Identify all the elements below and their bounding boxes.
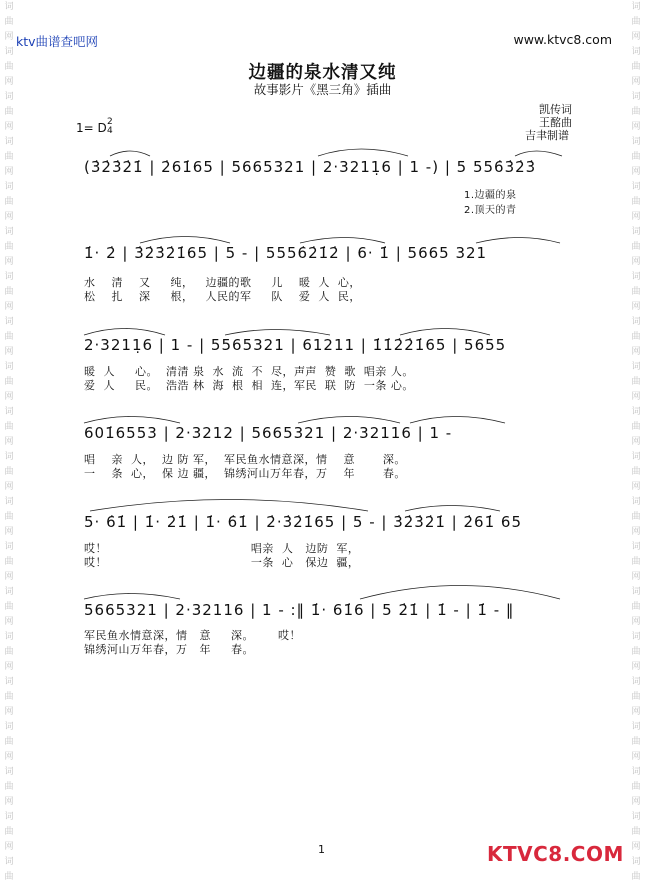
lyrics-line-3-verse-2: 爱 人 民。 浩浩 林 海 根 相 连，军民 联 防 一条 心。 <box>84 379 414 392</box>
lyrics-line-6-verse-2: 锦绣河山万年春，万 年 春。 <box>84 643 254 656</box>
song-title: 边疆的泉水清又纯 <box>248 63 397 83</box>
side-watermark-char: 词 <box>4 497 14 507</box>
key-signature: 1= D <box>76 121 107 135</box>
verse-label-1: 1.边疆的泉 <box>464 190 517 201</box>
side-watermark-char: 网 <box>4 482 14 492</box>
side-watermark-char: 网 <box>4 707 14 717</box>
side-watermark-char: 词 <box>4 407 14 417</box>
side-watermark-char: 曲 <box>4 17 14 27</box>
notation-line-5: 5· 6̇1̇ | 1̇· 2̇1̇ | 1̇· 6̇1̇ | 2̇·3̇2̇1̇65 | 5 - | 3̇2̇3̇2̇1̇ | 2̇61̇ 65 <box>84 513 522 531</box>
side-watermark-char: 网 <box>4 662 14 672</box>
side-watermark-char: 词 <box>4 632 14 642</box>
side-watermark-char: 网 <box>631 482 641 492</box>
side-watermark-char: 网 <box>4 842 14 852</box>
side-watermark-char: 曲 <box>631 692 641 702</box>
side-watermark-char: 网 <box>631 437 641 447</box>
side-watermark-char: 网 <box>631 662 641 672</box>
side-watermark-char: 曲 <box>4 242 14 252</box>
side-watermark-char: 曲 <box>4 872 14 882</box>
side-watermark-char: 词 <box>4 2 14 12</box>
lyrics-line-3-verse-1: 暖 人 心。 清清 泉 水 流 不 尽，声声 赞 歌 唱亲 人。 <box>84 365 414 378</box>
side-watermark-char: 词 <box>631 227 641 237</box>
side-watermark-char: 词 <box>4 137 14 147</box>
site-url-right[interactable]: www.ktvc8.com <box>513 32 612 47</box>
side-watermark-char: 曲 <box>631 242 641 252</box>
notation-line-2: 1̇· 2̇ | 3̇2̇3̇2̇1̇65 | 5 - | 5556̇2̇1̇2̇ | 6· 1̇ | 5665 321 <box>84 244 488 262</box>
song-subtitle: 故事影片《黑三角》插曲 <box>253 82 392 97</box>
side-watermark-char: 词 <box>631 812 641 822</box>
side-watermark-char: 网 <box>631 347 641 357</box>
lyrics-line-5-verse-2: 哎！ 一条 心 保边 疆， <box>84 556 360 569</box>
site-name-left[interactable]: ktv曲谱查吧网 <box>16 34 99 49</box>
side-watermark-char: 网 <box>4 797 14 807</box>
side-watermark-char: 词 <box>4 272 14 282</box>
side-watermark-char: 曲 <box>631 332 641 342</box>
notation-line-1: (3̇2̇3̇2̇1̇ | 2̇61̇65 | 5665321 | 2·3211̣6 | 1 -) | 5 556̇3̇2̇3̇ <box>84 158 537 176</box>
side-watermark-char: 曲 <box>4 557 14 567</box>
side-watermark-char: 词 <box>4 362 14 372</box>
side-watermark-char: 网 <box>631 257 641 267</box>
side-watermark-char: 曲 <box>4 377 14 387</box>
side-watermark-char: 曲 <box>631 62 641 72</box>
lyrics-line-5-verse-1: 哎！ 唱亲 人 边防 军， <box>84 542 360 555</box>
side-watermark-char: 曲 <box>4 332 14 342</box>
notation-line-6: 5665321 | 2·32116 | 1 - :‖ 1̇· 61̇6 | 5 2̇1̇ | 1̇ - | 1̇ - ‖ <box>84 601 515 619</box>
side-watermark-char: 网 <box>4 302 14 312</box>
side-watermark-char: 网 <box>4 347 14 357</box>
side-watermark-char: 词 <box>631 587 641 597</box>
side-watermark-char: 网 <box>4 752 14 762</box>
side-watermark-char: 词 <box>4 857 14 867</box>
time-signature-top: 2 <box>107 117 113 127</box>
side-watermark-char: 网 <box>4 122 14 132</box>
side-watermark-char: 网 <box>4 617 14 627</box>
side-watermark-char: 曲 <box>631 197 641 207</box>
side-watermark-char: 曲 <box>631 557 641 567</box>
side-watermark-char: 网 <box>4 32 14 42</box>
side-watermark-char: 网 <box>631 527 641 537</box>
page-number: 1 <box>318 843 325 856</box>
lyrics-line-4-verse-1: 唱 亲 人， 边 防 军， 军民鱼水情意深，情 意 深。 <box>84 453 406 466</box>
side-watermark-char: 词 <box>631 47 641 57</box>
side-watermark-char: 词 <box>4 47 14 57</box>
side-watermark-char: 曲 <box>631 467 641 477</box>
side-watermark-char: 网 <box>4 572 14 582</box>
side-watermark-char: 曲 <box>631 287 641 297</box>
composer-credit: 王酩曲 <box>539 116 572 129</box>
side-watermark-char: 词 <box>631 857 641 867</box>
side-watermark-char: 曲 <box>631 422 641 432</box>
side-watermark-char: 网 <box>631 752 641 762</box>
lyrics-line-2-verse-1: 水 清 又 纯， 边疆的歌 儿 暖 人 心， <box>84 276 361 289</box>
side-watermark-char: 曲 <box>4 647 14 657</box>
side-watermark-char: 网 <box>4 167 14 177</box>
side-watermark-char: 网 <box>631 572 641 582</box>
side-watermark-char: 曲 <box>631 17 641 27</box>
side-watermark-char: 曲 <box>631 107 641 117</box>
side-watermark-char: 词 <box>631 317 641 327</box>
side-watermark-char: 网 <box>631 212 641 222</box>
side-watermark-char: 曲 <box>631 512 641 522</box>
lyrics-line-4-verse-2: 一 条 心， 保 边 疆， 锦绣河山万年春，万 年 春。 <box>84 467 406 480</box>
side-watermark-char: 词 <box>4 812 14 822</box>
verse-label-2: 2.顶天的青 <box>464 205 517 216</box>
side-watermark-char: 词 <box>631 767 641 777</box>
side-watermark-char: 曲 <box>4 692 14 702</box>
side-watermark-char: 网 <box>4 392 14 402</box>
side-watermark-char: 词 <box>631 407 641 417</box>
side-watermark-char: 网 <box>631 707 641 717</box>
side-watermark-char: 网 <box>631 797 641 807</box>
side-watermark-char: 网 <box>631 842 641 852</box>
side-watermark-char: 曲 <box>4 422 14 432</box>
side-watermark-char: 曲 <box>631 737 641 747</box>
side-watermark-char: 词 <box>631 2 641 12</box>
side-watermark-char: 词 <box>631 272 641 282</box>
side-watermark-char: 曲 <box>631 872 641 882</box>
side-watermark-char: 曲 <box>4 782 14 792</box>
side-watermark-char: 网 <box>4 527 14 537</box>
side-watermark-char: 网 <box>631 77 641 87</box>
side-watermark-char: 曲 <box>4 197 14 207</box>
side-watermark-char: 曲 <box>4 737 14 747</box>
side-watermark-char: 词 <box>4 542 14 552</box>
side-watermark-char: 网 <box>631 32 641 42</box>
side-watermark-char: 网 <box>631 122 641 132</box>
side-watermark-char: 词 <box>4 317 14 327</box>
side-watermark-char: 词 <box>4 92 14 102</box>
side-watermark-char: 词 <box>631 92 641 102</box>
side-watermark-char: 曲 <box>631 602 641 612</box>
side-watermark-char: 词 <box>631 137 641 147</box>
lyrics-line-2-verse-2: 松 扎 深 根， 人民的军 队 爱 人 民， <box>84 290 361 303</box>
side-watermark-char: 曲 <box>631 152 641 162</box>
side-watermark-char: 曲 <box>631 827 641 837</box>
side-watermark-char: 词 <box>631 632 641 642</box>
side-watermark-char: 网 <box>4 77 14 87</box>
side-watermark-char: 曲 <box>631 647 641 657</box>
side-watermark-char: 词 <box>631 452 641 462</box>
side-watermark-char: 网 <box>4 257 14 267</box>
side-watermark-char: 网 <box>4 437 14 447</box>
lyricist-credit: 凯传词 <box>539 103 572 116</box>
side-watermark-char: 词 <box>4 452 14 462</box>
side-watermark-char: 曲 <box>4 827 14 837</box>
side-watermark-char: 曲 <box>4 467 14 477</box>
side-watermark-char: 词 <box>4 767 14 777</box>
side-watermark-char: 词 <box>4 722 14 732</box>
side-watermark-char: 网 <box>4 212 14 222</box>
side-watermark-char: 词 <box>4 227 14 237</box>
side-watermark-char: 网 <box>631 167 641 177</box>
side-watermark-char: 网 <box>631 617 641 627</box>
side-watermark-char: 词 <box>4 182 14 192</box>
arranger-credit: 吉聿制谱 <box>525 129 569 142</box>
notation-line-4: 601̇6553 | 2·3212 | 5665321 | 2·32116 | 1 - <box>84 424 453 442</box>
ktvc8-logo[interactable]: KTVC8.COM <box>487 842 624 866</box>
side-watermark-char: 曲 <box>4 287 14 297</box>
lyrics-line-6-verse-1: 军民鱼水情意深，情 意 深。 哎！ <box>84 629 301 642</box>
side-watermark-char: 曲 <box>631 377 641 387</box>
notation-line-3: 2·3211̣6 | 1 - | 5565321 | 61211 | 1̇1̇2̇2̇1̇65 | 5655 <box>84 336 507 354</box>
side-watermark-char: 曲 <box>4 62 14 72</box>
side-watermark-char: 网 <box>631 392 641 402</box>
side-watermark-char: 词 <box>631 722 641 732</box>
side-watermark-char: 曲 <box>4 512 14 522</box>
side-watermark-char: 词 <box>631 182 641 192</box>
side-watermark-char: 曲 <box>631 782 641 792</box>
time-signature-bottom: 4 <box>107 126 113 136</box>
side-watermark-char: 曲 <box>4 152 14 162</box>
side-watermark-char: 词 <box>631 362 641 372</box>
side-watermark-char: 词 <box>4 677 14 687</box>
side-watermark-char: 词 <box>631 542 641 552</box>
side-watermark-char: 词 <box>631 497 641 507</box>
side-watermark-char: 曲 <box>4 602 14 612</box>
side-watermark-char: 词 <box>631 677 641 687</box>
side-watermark-char: 词 <box>4 587 14 597</box>
side-watermark-char: 网 <box>631 302 641 312</box>
side-watermark-char: 曲 <box>4 107 14 117</box>
